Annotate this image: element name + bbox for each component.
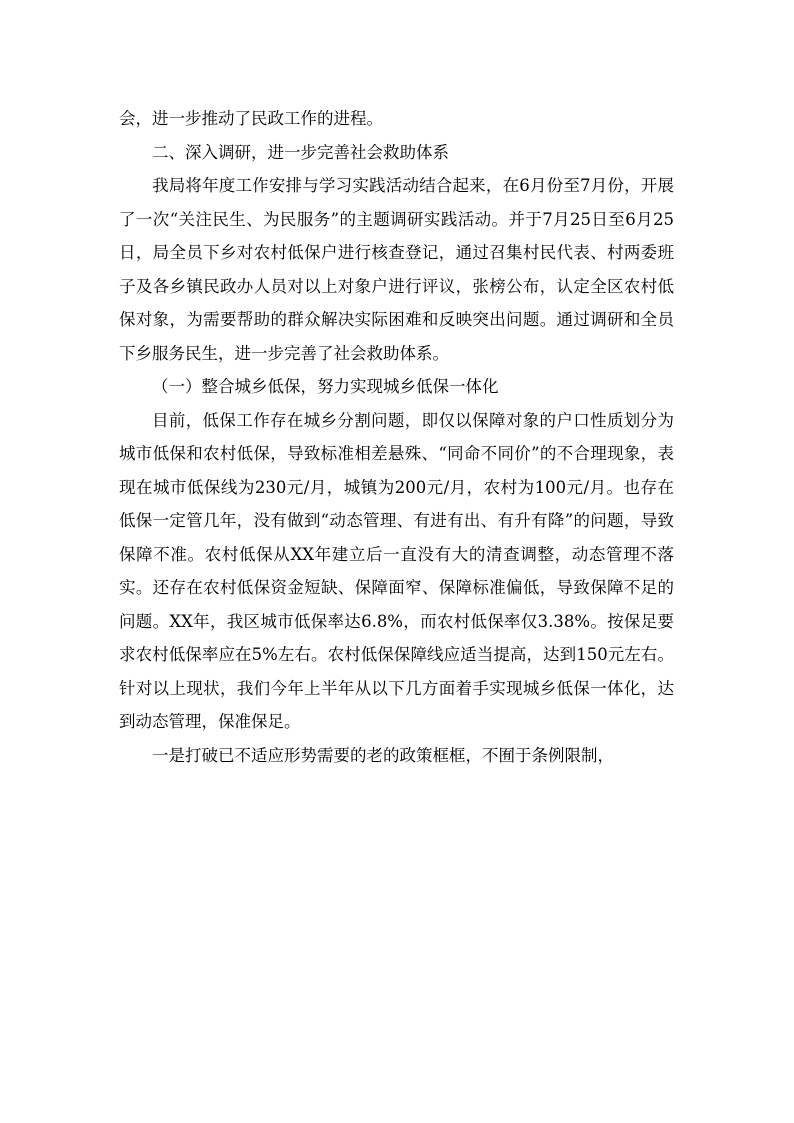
paragraph-first-measure: 一是打破已不适应形势需要的老的政策框框，不囿于条例限制，	[152, 745, 614, 765]
document-body	[119, 102, 674, 772]
paragraph-research: 我局将年度工作安排与学习实践活动结合起来，在6月份至7月份，开展了一次“关注民生、为民服务”的主题调研实践活动。并于7月25日至6月25日，局全员下乡对农村低保户进行核查登记，通过召集村民代表、村两委班子及各乡镇民政办人员对以上对象户进行评议，张榜公布，认定全区农村低保对象，为需要帮助的群众解决实际困难和反映突出问题。通过调研和全员下乡服务民生，进一步完善了社会救助体系。	[119, 176, 674, 363]
paragraph-current-situation: 目前，低保工作存在城乡分割问题，即仅以保障对象的户口性质划分为城市低保和农村低保，导致标准相差悬殊、“同命不同价”的不合理现象，表现在城市低保线为230元/月，城镇为200元/月，农村为100元/月。也存在低保一定管几年，没有做到“动态管理、有进有出、有升有降”的问题，导致保障不准。农村低保从XX年建立后一直没有大的清查调整，动态管理不落实。还存在农村低保资金短缺、保障面窄、保障标准偏低，导致保障不足的问题。XX年，我区城市低保率达6.8%，而农村低保率仅3.38%。按保足要求农村低保率应在5%左右。农村低保保障线应适当提高，达到150元左右。针对以上现状，我们今年上半年从以下几方面着手实现城乡低保一体化，达到动态管理，保准保足。	[119, 410, 674, 731]
paragraph-continuation: 会，进一步推动了民政工作的进程。	[119, 109, 383, 128]
section-heading: 二、深入调研，进一步完善社会救助体系	[152, 142, 449, 162]
subsection-heading: （一）整合城乡低保，努力实现城乡低保一体化	[152, 377, 499, 396]
